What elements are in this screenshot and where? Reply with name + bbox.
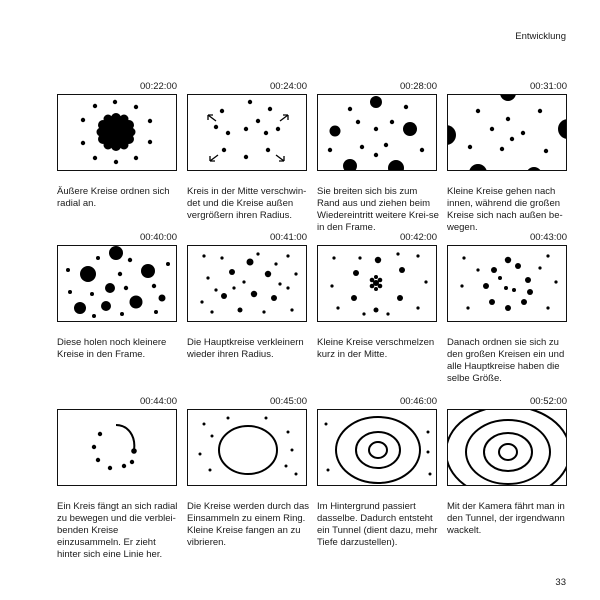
timecode: 00:41:00 — [270, 232, 307, 243]
frame-illustration — [58, 410, 176, 485]
storyboard-frame — [447, 245, 567, 322]
caption: Diese holen noch kleinere Kreise in den Frame. — [57, 337, 167, 360]
timecode: 00:31:00 — [530, 81, 567, 92]
frame-illustration — [188, 410, 306, 485]
timecode: 00:24:00 — [270, 81, 307, 92]
storyboard-panel-5 — [57, 232, 177, 361]
storyboard-frame — [317, 245, 437, 322]
timecode: 00:46:00 — [400, 396, 437, 407]
section-title: Entwicklung — [515, 31, 566, 42]
caption: Ein Kreis fängt an sich radial zu bewegen und die verblei-benden Kreise einzusammeln. Er zieht hinter sich eine Linie her. — [57, 501, 178, 560]
frame-illustration — [318, 410, 436, 485]
frame-illustration — [448, 246, 566, 321]
page-number: 33 — [555, 577, 566, 588]
storyboard-frame — [187, 409, 307, 486]
storyboard-frame — [317, 94, 437, 171]
storyboard-panel-1 — [57, 81, 177, 210]
caption: Mit der Kamera fährt man in den Tunnel, der irgendwann wackelt. — [447, 501, 565, 536]
storyboard-panel-7 — [317, 232, 437, 361]
storyboard-panel-12 — [447, 396, 567, 537]
storyboard-frame — [57, 245, 177, 322]
caption: Kleine Kreise gehen nach innen, während die großen Kreise sich nach außen be-wegen. — [447, 186, 563, 233]
caption: Kleine Kreise verschmelzen kurz in der Mitte. — [317, 337, 435, 360]
timecode: 00:45:00 — [270, 396, 307, 407]
storyboard-panel-6 — [187, 232, 307, 361]
caption: Kreis in der Mitte verschwin-det und die Kreise außen vergrößern ihren Radius. — [187, 186, 307, 221]
timecode: 00:42:00 — [400, 232, 437, 243]
storyboard-panel-2 — [187, 81, 307, 222]
caption: Die Kreise werden durch das Einsammeln zu einem Ring. Kleine Kreise fangen an zu vibrieren. — [187, 501, 309, 548]
caption: Äußere Kreise ordnen sich radial an. — [57, 186, 170, 209]
timecode: 00:43:00 — [530, 232, 567, 243]
storyboard-panel-8 — [447, 232, 567, 385]
caption: Sie breiten sich bis zum Rand aus und ziehen beim Wiedereintritt weitere Krei-se in den Frame. — [317, 186, 439, 233]
storyboard-panel-3 — [317, 81, 437, 234]
storyboard-panel-11 — [317, 396, 437, 549]
storyboard-frame — [317, 409, 437, 486]
frame-illustration — [188, 95, 306, 170]
storyboard-frame — [187, 245, 307, 322]
frame-illustration — [448, 410, 566, 485]
caption: Im Hintergrund passiert dasselbe. Dadurch entsteht ein Tunnel (dient dazu, mehr Tiefe darzustellen). — [317, 501, 438, 548]
frame-illustration — [318, 246, 436, 321]
caption: Danach ordnen sie sich zu den großen Kreisen ein und alle Hauptkreise haben die selbe Größe. — [447, 337, 565, 384]
storyboard-frame — [447, 94, 567, 171]
frame-illustration — [188, 246, 306, 321]
timecode: 00:22:00 — [140, 81, 177, 92]
timecode: 00:52:00 — [530, 396, 567, 407]
timecode: 00:44:00 — [140, 396, 177, 407]
storyboard-frame — [57, 409, 177, 486]
frame-illustration — [448, 95, 566, 170]
storyboard-panel-4 — [447, 81, 567, 234]
frame-illustration — [58, 95, 176, 170]
frame-illustration — [318, 95, 436, 170]
timecode: 00:28:00 — [400, 81, 437, 92]
storyboard-panel-10 — [187, 396, 307, 549]
frame-illustration — [58, 246, 176, 321]
storyboard-panel-9 — [57, 396, 177, 561]
timecode: 00:40:00 — [140, 232, 177, 243]
storyboard-frame — [187, 94, 307, 171]
storyboard-frame — [447, 409, 567, 486]
caption: Die Hauptkreise verkleinern wieder ihren Radius. — [187, 337, 304, 360]
storyboard-frame — [57, 94, 177, 171]
